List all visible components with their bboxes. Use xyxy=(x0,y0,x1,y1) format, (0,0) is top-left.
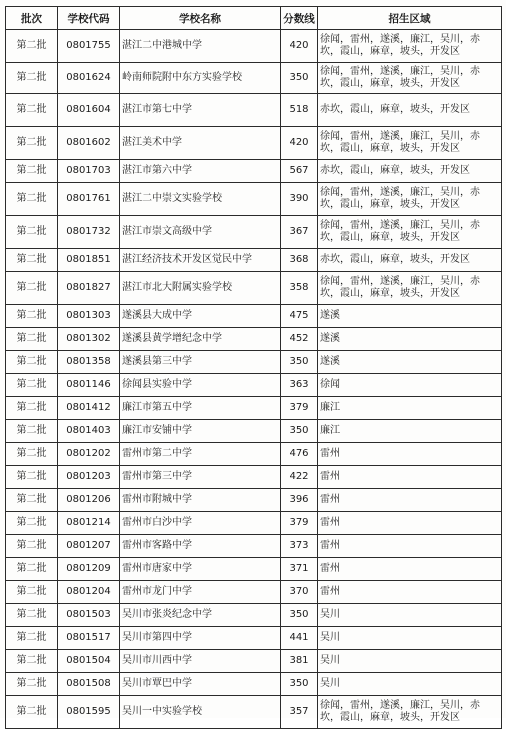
cell-school-code: 0801732 xyxy=(58,216,120,249)
cell-school-code: 0801204 xyxy=(58,581,120,604)
table-header-row xyxy=(6,7,502,30)
table-row xyxy=(6,127,502,160)
cell-school-name: 雷州市唐家中学 xyxy=(120,558,281,581)
cell-score-line: 441 xyxy=(281,627,318,650)
cell-score-line: 350 xyxy=(281,673,318,696)
table-row xyxy=(6,30,502,63)
cell-school-code: 0801214 xyxy=(58,512,120,535)
cell-batch: 第二批 xyxy=(6,160,58,183)
cell-region: 雷州 xyxy=(318,558,502,581)
cell-score-line: 350 xyxy=(281,420,318,443)
cell-school-code: 0801403 xyxy=(58,420,120,443)
cell-school-name: 湛江市北大附属实验学校 xyxy=(120,272,281,305)
cell-region: 雷州 xyxy=(318,535,502,558)
cell-batch: 第二批 xyxy=(6,696,58,729)
cell-school-code: 0801207 xyxy=(58,535,120,558)
header-score-line: 分数线 xyxy=(281,7,318,30)
cell-batch: 第二批 xyxy=(6,420,58,443)
cell-school-code: 0801755 xyxy=(58,30,120,63)
header-region: 招生区域 xyxy=(318,7,502,30)
table-row xyxy=(6,160,502,183)
cell-region: 雷州 xyxy=(318,489,502,512)
cell-score-line: 350 xyxy=(281,63,318,94)
cell-school-name: 遂溪县黄学增纪念中学 xyxy=(120,328,281,351)
cell-region: 吴川 xyxy=(318,650,502,673)
cell-school-name: 吴川一中实验学校 xyxy=(120,696,281,729)
cell-region: 遂溪 xyxy=(318,351,502,374)
cell-school-name: 徐闻县实验中学 xyxy=(120,374,281,397)
table-row xyxy=(6,535,502,558)
cell-school-code: 0801358 xyxy=(58,351,120,374)
table-row xyxy=(6,397,502,420)
cell-region: 廉江 xyxy=(318,397,502,420)
cell-score-line: 363 xyxy=(281,374,318,397)
cell-school-code: 0801508 xyxy=(58,673,120,696)
cell-school-name: 廉江市安铺中学 xyxy=(120,420,281,443)
cell-region: 赤坎，霞山，麻章，坡头，开发区 xyxy=(318,249,502,272)
table-row xyxy=(6,627,502,650)
cell-school-code: 0801604 xyxy=(58,94,120,127)
cell-school-code: 0801827 xyxy=(58,272,120,305)
cell-region: 徐闻，雷州，遂溪，廉江，吴川，赤坎，霞山，麻章，坡头，开发区 xyxy=(318,30,502,63)
cell-batch: 第二批 xyxy=(6,249,58,272)
cell-score-line: 422 xyxy=(281,466,318,489)
cell-school-code: 0801504 xyxy=(58,650,120,673)
cell-school-name: 遂溪县大成中学 xyxy=(120,305,281,328)
table-row xyxy=(6,443,502,466)
cell-score-line: 420 xyxy=(281,127,318,160)
cell-region: 吴川 xyxy=(318,627,502,650)
cell-school-name: 雷州市第二中学 xyxy=(120,443,281,466)
cell-score-line: 373 xyxy=(281,535,318,558)
cell-batch: 第二批 xyxy=(6,272,58,305)
cell-score-line: 371 xyxy=(281,558,318,581)
cell-school-code: 0801203 xyxy=(58,466,120,489)
cell-school-code: 0801703 xyxy=(58,160,120,183)
cell-school-name: 湛江市第六中学 xyxy=(120,160,281,183)
cell-school-name: 吴川市张炎纪念中学 xyxy=(120,604,281,627)
header-school-name: 学校名称 xyxy=(120,7,281,30)
cell-school-code: 0801412 xyxy=(58,397,120,420)
cell-region: 雷州 xyxy=(318,443,502,466)
table-row xyxy=(6,351,502,374)
cell-batch: 第二批 xyxy=(6,443,58,466)
cell-score-line: 381 xyxy=(281,650,318,673)
cell-batch: 第二批 xyxy=(6,397,58,420)
cell-school-code: 0801146 xyxy=(58,374,120,397)
cell-region: 赤坎，霞山，麻章，坡头，开发区 xyxy=(318,94,502,127)
table-row xyxy=(6,249,502,272)
cell-batch: 第二批 xyxy=(6,512,58,535)
cell-batch: 第二批 xyxy=(6,558,58,581)
cell-score-line: 567 xyxy=(281,160,318,183)
cell-school-code: 0801302 xyxy=(58,328,120,351)
cell-score-line: 379 xyxy=(281,512,318,535)
cell-school-name: 湛江二中港城中学 xyxy=(120,30,281,63)
cell-school-name: 雷州市龙门中学 xyxy=(120,581,281,604)
cell-batch: 第二批 xyxy=(6,94,58,127)
cell-batch: 第二批 xyxy=(6,466,58,489)
cell-school-name: 湛江经济技术开发区觉民中学 xyxy=(120,249,281,272)
cell-score-line: 396 xyxy=(281,489,318,512)
cell-school-name: 岭南师院附中东方实验学校 xyxy=(120,63,281,94)
cell-batch: 第二批 xyxy=(6,183,58,216)
cell-school-name: 遂溪县第三中学 xyxy=(120,351,281,374)
cell-school-code: 0801503 xyxy=(58,604,120,627)
table-row xyxy=(6,420,502,443)
cell-school-code: 0801303 xyxy=(58,305,120,328)
cell-region: 吴川 xyxy=(318,604,502,627)
cell-school-name: 湛江市崇文高级中学 xyxy=(120,216,281,249)
cell-score-line: 518 xyxy=(281,94,318,127)
cell-school-code: 0801624 xyxy=(58,63,120,94)
cell-region: 遂溪 xyxy=(318,305,502,328)
cell-batch: 第二批 xyxy=(6,489,58,512)
cell-batch: 第二批 xyxy=(6,374,58,397)
cell-score-line: 475 xyxy=(281,305,318,328)
cell-school-code: 0801517 xyxy=(58,627,120,650)
cell-school-code: 0801851 xyxy=(58,249,120,272)
table-row xyxy=(6,328,502,351)
cell-score-line: 350 xyxy=(281,604,318,627)
cell-batch: 第二批 xyxy=(6,604,58,627)
table-row xyxy=(6,216,502,249)
cell-batch: 第二批 xyxy=(6,673,58,696)
cell-region: 徐闻，雷州，遂溪，廉江，吴川，赤坎，霞山，麻章，坡头，开发区 xyxy=(318,272,502,305)
cell-region: 徐闻，雷州，遂溪，廉江，吴川，赤坎，霞山，麻章，坡头，开发区 xyxy=(318,696,502,729)
header-school-code: 学校代码 xyxy=(58,7,120,30)
table-row xyxy=(6,604,502,627)
cell-region: 徐闻，雷州，遂溪，廉江，吴川，赤坎，霞山，麻章，坡头，开发区 xyxy=(318,183,502,216)
cell-region: 雷州 xyxy=(318,512,502,535)
cell-region: 徐闻，雷州，遂溪，廉江，吴川，赤坎，霞山，麻章，坡头，开发区 xyxy=(318,216,502,249)
cell-school-code: 0801202 xyxy=(58,443,120,466)
cell-school-name: 廉江市第五中学 xyxy=(120,397,281,420)
cell-school-code: 0801761 xyxy=(58,183,120,216)
cell-score-line: 357 xyxy=(281,696,318,729)
cell-school-name: 吴川市覃巴中学 xyxy=(120,673,281,696)
table-row xyxy=(6,466,502,489)
cell-school-name: 雷州市客路中学 xyxy=(120,535,281,558)
cell-region: 赤坎，霞山，麻章，坡头，开发区 xyxy=(318,160,502,183)
table-row xyxy=(6,63,502,94)
table-row xyxy=(6,489,502,512)
cell-school-name: 吴川市第四中学 xyxy=(120,627,281,650)
cell-region: 廉江 xyxy=(318,420,502,443)
cell-school-name: 湛江市第七中学 xyxy=(120,94,281,127)
cell-school-code: 0801602 xyxy=(58,127,120,160)
cell-batch: 第二批 xyxy=(6,328,58,351)
cell-batch: 第二批 xyxy=(6,216,58,249)
cell-school-name: 湛江美术中学 xyxy=(120,127,281,160)
cell-region: 雷州 xyxy=(318,581,502,604)
cell-school-code: 0801209 xyxy=(58,558,120,581)
table-row xyxy=(6,183,502,216)
cell-region: 徐闻，雷州，遂溪，廉江，吴川，赤坎，霞山，麻章，坡头，开发区 xyxy=(318,127,502,160)
table-row xyxy=(6,272,502,305)
cell-batch: 第二批 xyxy=(6,650,58,673)
table-row xyxy=(6,581,502,604)
cell-school-code: 0801595 xyxy=(58,696,120,729)
cell-score-line: 452 xyxy=(281,328,318,351)
table-row xyxy=(6,696,502,729)
cell-score-line: 420 xyxy=(281,30,318,63)
cell-score-line: 350 xyxy=(281,351,318,374)
cell-batch: 第二批 xyxy=(6,30,58,63)
cell-region: 徐闻 xyxy=(318,374,502,397)
cell-batch: 第二批 xyxy=(6,627,58,650)
cell-score-line: 358 xyxy=(281,272,318,305)
table-row xyxy=(6,305,502,328)
cell-school-name: 雷州市第三中学 xyxy=(120,466,281,489)
table-row xyxy=(6,512,502,535)
header-batch: 批次 xyxy=(6,7,58,30)
cell-batch: 第二批 xyxy=(6,581,58,604)
cell-score-line: 367 xyxy=(281,216,318,249)
cell-score-line: 476 xyxy=(281,443,318,466)
cell-region: 雷州 xyxy=(318,466,502,489)
cell-region: 遂溪 xyxy=(318,328,502,351)
cell-region: 徐闻，雷州，遂溪，廉江，吴川，赤坎，霞山，麻章，坡头，开发区 xyxy=(318,63,502,94)
cell-batch: 第二批 xyxy=(6,305,58,328)
cell-batch: 第二批 xyxy=(6,63,58,94)
table-row xyxy=(6,558,502,581)
cell-region: 吴川 xyxy=(318,673,502,696)
cell-school-name: 吴川市川西中学 xyxy=(120,650,281,673)
table-row xyxy=(6,94,502,127)
cell-batch: 第二批 xyxy=(6,127,58,160)
cell-score-line: 390 xyxy=(281,183,318,216)
cell-score-line: 379 xyxy=(281,397,318,420)
cell-score-line: 370 xyxy=(281,581,318,604)
cell-school-name: 雷州市附城中学 xyxy=(120,489,281,512)
cell-school-code: 0801206 xyxy=(58,489,120,512)
cell-school-name: 雷州市白沙中学 xyxy=(120,512,281,535)
cell-school-name: 湛江二中崇文实验学校 xyxy=(120,183,281,216)
table-row xyxy=(6,374,502,397)
cell-batch: 第二批 xyxy=(6,351,58,374)
admission-table xyxy=(5,6,502,729)
table-row xyxy=(6,673,502,696)
cell-score-line: 368 xyxy=(281,249,318,272)
cell-batch: 第二批 xyxy=(6,535,58,558)
table-row xyxy=(6,650,502,673)
